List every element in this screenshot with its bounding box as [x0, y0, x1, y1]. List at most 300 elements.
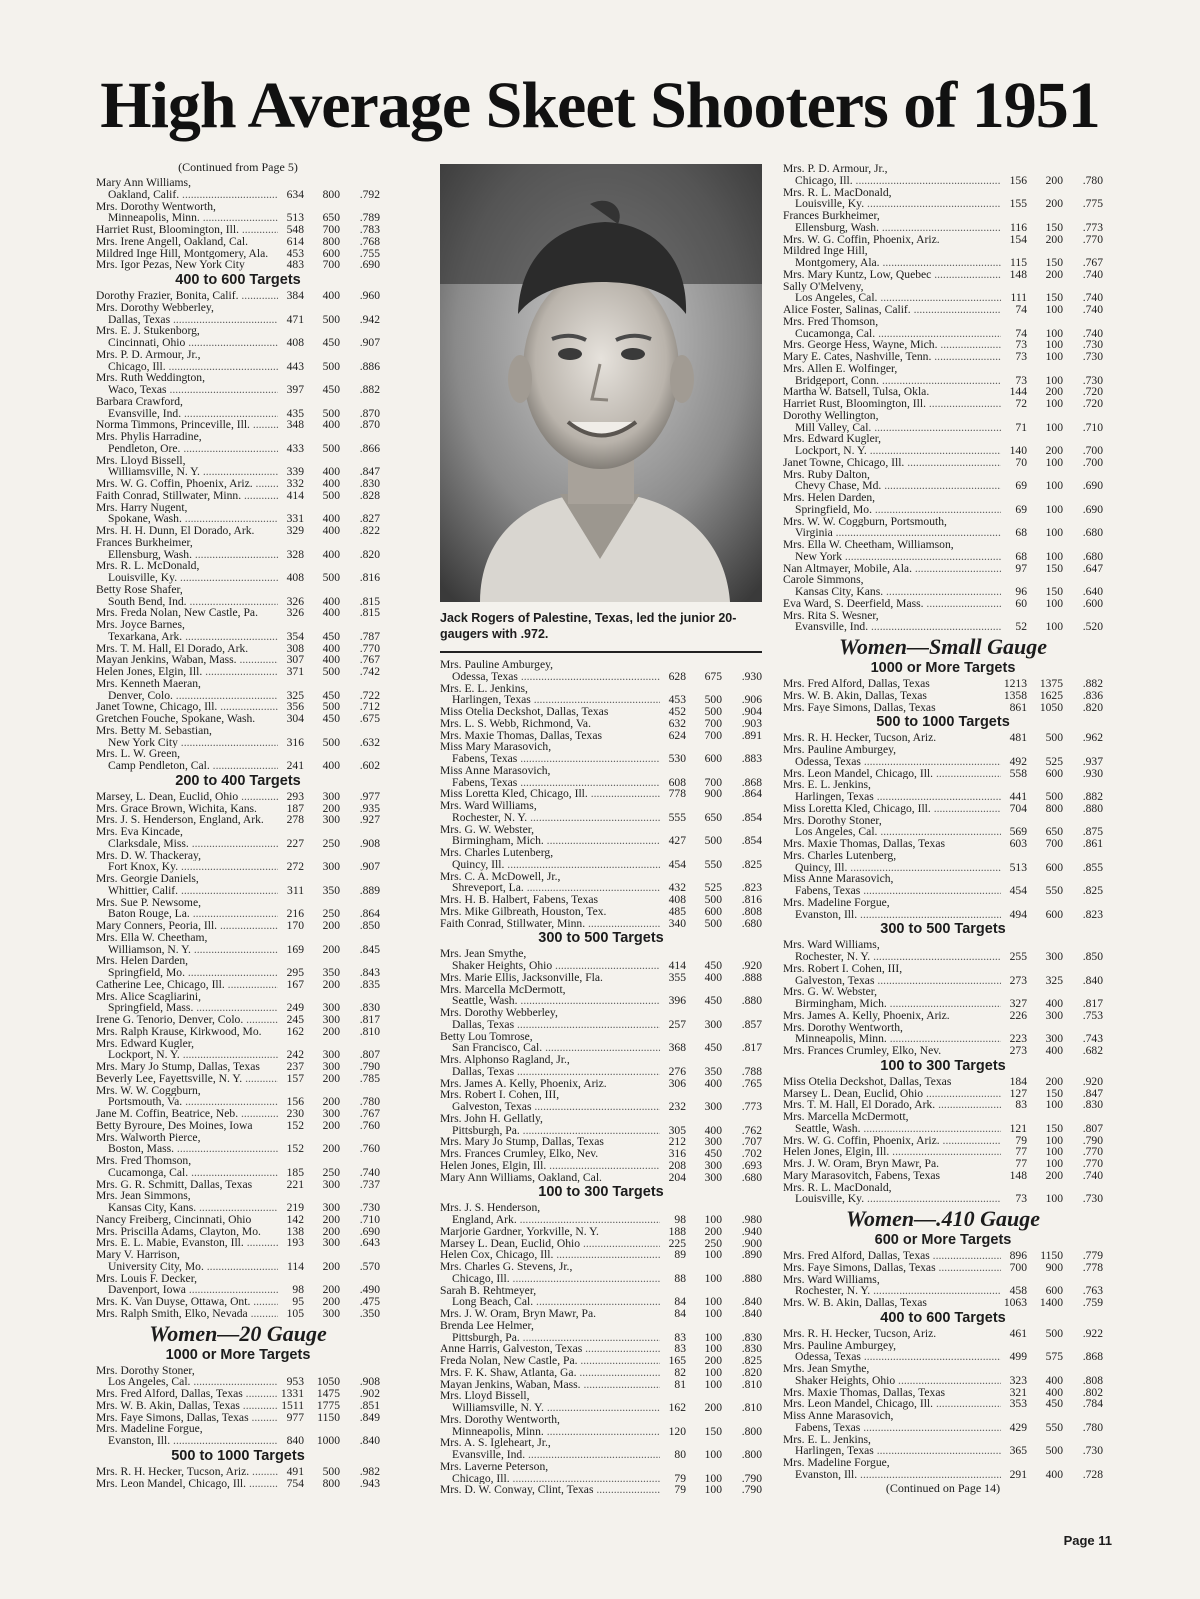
shooter-location: Mrs. R. H. Hecker, Tucson, Ariz. — [783, 1327, 937, 1340]
entry-line — [96, 549, 380, 561]
target-range-heading: 1000 or More Targets — [870, 660, 1016, 676]
targets-shot: 200 — [322, 1142, 340, 1156]
entry-line — [96, 1261, 380, 1273]
shooter-location: Mrs. D. W. Conway, Clint, Texas ..... — [440, 1484, 660, 1496]
entry-line — [96, 189, 380, 201]
shooter-name: Sally O'Melveny, — [783, 280, 864, 293]
targets-shot: 300 — [322, 1201, 340, 1214]
targets-shot: 100 — [1045, 1133, 1063, 1147]
shooter-location: Mrs. Mike Gilbreath, Houston, Tex. — [440, 905, 607, 918]
shooting-average: .740 — [1082, 267, 1103, 281]
targets-broken: 241 — [286, 759, 304, 772]
shooter-location: Odessa, Texas ..... — [440, 671, 660, 683]
shooter-entry — [96, 525, 380, 537]
shooter-location: Mrs. Leon Mandel, Chicago, Ill. ..... — [783, 768, 1001, 780]
shooter-location: Springfield, Mass. ..... — [96, 1002, 278, 1014]
shooting-average: .823 — [741, 881, 762, 895]
targets-shot: 300 — [322, 1177, 340, 1191]
entry-line — [440, 659, 762, 671]
entry-line — [783, 598, 1103, 610]
targets-broken: 193 — [286, 1236, 304, 1250]
shooter-name: Mrs. Louis F. Decker, — [96, 1272, 198, 1285]
targets-shot: 400 — [704, 1123, 722, 1137]
shooter-name: Mrs. P. D. Armour, Jr., — [783, 163, 888, 175]
shooter-name: Mrs. Pauline Amburgey, — [440, 659, 554, 671]
shooter-name: Mrs. Charles Lutenberg, — [440, 847, 554, 859]
entry-line — [96, 1108, 380, 1120]
targets-shot: 500 — [322, 312, 340, 326]
targets-shot: 200 — [322, 801, 340, 815]
entry-line — [96, 1167, 380, 1179]
target-range-heading: 500 to 1000 Targets — [876, 714, 1010, 731]
targets-broken: 458 — [1009, 1284, 1027, 1298]
targets-broken: 249 — [286, 1001, 304, 1015]
shooter-list — [783, 163, 1103, 1481]
shooter-location: Mill Valley, Cal. ..... — [783, 422, 1001, 434]
shooter-location: Mrs. Freda Nolan, New Castle, Pa. — [96, 607, 258, 619]
shooting-average: .843 — [359, 966, 380, 979]
entry-line — [96, 431, 380, 443]
shooter-location: Minneapolis, Minn. ..... — [96, 212, 278, 224]
targets-broken: 170 — [286, 919, 304, 932]
shooter-entry — [440, 1007, 762, 1031]
entry-line — [440, 1226, 762, 1238]
shooter-entry — [783, 281, 1103, 305]
targets-shot: 200 — [322, 1259, 340, 1273]
shooting-average: .710 — [359, 1212, 380, 1226]
shooter-name: Mrs. Fred Thomson, — [783, 315, 879, 328]
entry-line — [783, 1111, 1103, 1123]
targets-broken: 305 — [668, 1123, 686, 1137]
targets-shot: 100 — [704, 1448, 722, 1461]
shooter-location: Mrs. Irene Angell, Oakland, Cal. — [96, 235, 248, 248]
targets-shot: 700 — [322, 258, 340, 272]
shooter-location: Miss Loretta Kled, Chicago, Ill. ..... — [783, 803, 1001, 815]
targets-broken: 326 — [286, 594, 304, 608]
targets-shot: 500 — [322, 359, 340, 373]
shooter-entry — [783, 1363, 1103, 1387]
targets-broken: 68 — [1015, 526, 1027, 540]
shooter-location: Mrs. G. R. Schmitt, Dallas, Texas — [96, 1178, 253, 1191]
shooter-name: Betty Lou Tomrose, — [440, 1030, 533, 1043]
shooter-entry — [96, 713, 380, 725]
targets-broken: 80 — [674, 1448, 686, 1461]
targets-broken: 79 — [674, 1471, 686, 1485]
shooter-location: Dallas, Texas ..... — [96, 314, 278, 326]
shooter-location: Marjorie Gardner, Yorkville, N. Y. — [440, 1225, 599, 1238]
shooter-location: Miss Otelia Deckshot, Dallas, Texas — [440, 706, 609, 718]
targets-broken: 453 — [668, 693, 686, 707]
shooting-average: .883 — [741, 752, 762, 765]
entry-line — [96, 760, 380, 772]
targets-broken: 311 — [287, 883, 304, 897]
shooter-location: Whittier, Calif. ..... — [96, 885, 278, 897]
targets-broken: 840 — [286, 1434, 304, 1447]
shooter-name: Betty Rose Shafer, — [96, 583, 183, 596]
targets-broken: 332 — [286, 477, 304, 490]
targets-broken: 414 — [286, 488, 304, 502]
entry-line — [440, 1367, 762, 1379]
targets-shot: 1050 — [1039, 700, 1063, 714]
targets-broken: 74 — [1015, 326, 1027, 340]
targets-shot: 300 — [704, 1017, 722, 1031]
shooter-location: Chicago, Ill. ..... — [783, 175, 1001, 187]
shooter-location: Norma Timmons, Princeville, Ill. ..... — [96, 419, 278, 431]
shooter-entry — [96, 1061, 380, 1073]
shooter-entry — [440, 659, 762, 683]
shooting-average: .820 — [359, 547, 380, 561]
shooting-average: .737 — [359, 1177, 380, 1191]
page-number: Page 11 — [1063, 1533, 1112, 1548]
shooting-average: .778 — [1082, 1260, 1103, 1274]
targets-shot: 150 — [1045, 256, 1063, 269]
targets-broken: 513 — [1009, 860, 1027, 874]
targets-shot: 800 — [322, 234, 340, 248]
entry-line — [440, 1273, 762, 1285]
shooter-location: Texarkana, Ark. ..... — [96, 631, 278, 643]
targets-broken: 73 — [1015, 350, 1027, 363]
targets-broken: 140 — [1009, 444, 1027, 457]
shooter-entry — [96, 920, 380, 932]
entry-line — [440, 1078, 762, 1090]
shooter-entry — [96, 1214, 380, 1226]
entry-line — [440, 1320, 762, 1332]
shooting-average: .789 — [359, 211, 380, 225]
entry-line — [783, 1158, 1103, 1170]
entry-line — [783, 257, 1103, 269]
shooting-average: .790 — [1082, 1133, 1103, 1147]
shooter-name: Mrs. Robert I. Cohen, III, — [440, 1089, 560, 1101]
shooter-entry — [440, 1461, 762, 1485]
entry-line — [96, 302, 380, 314]
targets-broken: 325 — [286, 688, 304, 702]
targets-broken: 138 — [286, 1224, 304, 1238]
targets-broken: 114 — [287, 1259, 304, 1273]
shooter-entry — [783, 433, 1103, 457]
shooter-name: Mrs. Madeline Forgue, — [783, 1457, 890, 1469]
shooter-name: Mrs. G. W. Webster, — [783, 986, 878, 998]
shooter-entry — [440, 706, 762, 718]
entry-line — [440, 1449, 762, 1461]
shooting-average: .836 — [1082, 688, 1103, 702]
shooter-location: Mrs. R. H. Hecker, Tucson, Ariz. ..... — [96, 1466, 278, 1478]
targets-shot: 200 — [322, 1224, 340, 1238]
shooter-location: Helen Jones, Elgin, Ill. ..... — [440, 1160, 660, 1172]
shooting-average: .475 — [359, 1295, 380, 1308]
shooter-location: Janet Towne, Chicago, Ill. ..... — [783, 457, 1001, 469]
shooting-average: .962 — [1082, 731, 1103, 745]
targets-shot: 100 — [1045, 549, 1063, 563]
entry-line — [783, 850, 1103, 862]
shooter-location: Shreveport, La. ..... — [440, 882, 660, 894]
targets-shot: 400 — [704, 970, 722, 984]
shooter-entry — [440, 1414, 762, 1438]
entry-line — [783, 1250, 1103, 1262]
shooting-average: .788 — [741, 1064, 762, 1078]
targets-shot: 400 — [322, 418, 340, 432]
shooter-entry — [783, 1398, 1103, 1410]
shooting-average: .920 — [741, 959, 762, 972]
shooter-location: Portsmouth, Va. ..... — [96, 1096, 278, 1108]
targets-broken: 232 — [668, 1100, 686, 1113]
shooter-location: Evanston, Ill. ..... — [96, 1435, 278, 1447]
targets-shot: 550 — [1045, 1420, 1063, 1434]
shooter-location: Minneapolis, Minn. ..... — [783, 1033, 1001, 1045]
shooter-entry — [783, 702, 1103, 714]
entry-line — [440, 1261, 762, 1273]
shooter-location: Mayan Jenkins, Waban, Mass. ..... — [440, 1379, 660, 1391]
shooting-average: .815 — [359, 594, 380, 608]
shooting-average: .840 — [741, 1295, 762, 1309]
shooter-entry — [783, 316, 1103, 340]
entry-line — [96, 737, 380, 749]
shooter-entry — [96, 1108, 380, 1120]
entry-line — [96, 290, 380, 302]
targets-shot: 500 — [704, 693, 722, 707]
shooting-average: .882 — [359, 383, 380, 396]
shooting-average: .802 — [1082, 1385, 1103, 1399]
shooter-location: Long Beach, Cal. ..... — [440, 1296, 660, 1308]
shooter-name: Mrs. Alice Scagliarini, — [96, 990, 201, 1003]
shooter-entry — [440, 1437, 762, 1461]
entry-line — [783, 791, 1103, 803]
shooting-average: .927 — [359, 813, 380, 827]
targets-broken: 293 — [286, 789, 304, 803]
shooting-average: .817 — [359, 1013, 380, 1026]
shooter-location: Mrs. Igor Pezas, New York City — [96, 259, 245, 271]
shooter-entry — [783, 457, 1103, 469]
shooter-location: Eva Ward, S. Deerfield, Mass. ..... — [783, 598, 1001, 610]
targets-shot: 200 — [322, 977, 340, 991]
targets-broken: 365 — [1009, 1444, 1027, 1458]
targets-broken: 208 — [668, 1158, 686, 1172]
entry-line — [440, 1007, 762, 1019]
entry-line — [783, 504, 1103, 516]
shooter-location: Harlingen, Texas ..... — [440, 694, 660, 706]
targets-shot: 150 — [1045, 1121, 1063, 1135]
shooting-average: .937 — [1082, 754, 1103, 768]
targets-broken: 79 — [674, 1483, 686, 1497]
shooter-entry — [96, 619, 380, 643]
shooter-entry — [783, 1022, 1103, 1046]
shooter-location: Rochester, N. Y. ..... — [783, 951, 1001, 963]
shooter-entry — [96, 873, 380, 897]
shooting-average: .891 — [741, 728, 762, 742]
shooter-name: Mrs. Ella W. Cheetham, — [96, 931, 208, 944]
entry-line — [96, 337, 380, 349]
shooter-name: Mrs. Kenneth Maeran, — [96, 677, 201, 690]
targets-shot: 450 — [322, 336, 340, 349]
targets-shot: 300 — [704, 1158, 722, 1172]
shooter-name: Mrs. E. L. Jenkins, — [783, 779, 871, 791]
shooting-average: .888 — [741, 970, 762, 984]
shooting-average: .822 — [359, 524, 380, 537]
targets-shot: 525 — [704, 881, 722, 895]
targets-shot: 500 — [322, 571, 340, 584]
shooting-average: .823 — [1082, 907, 1103, 921]
entry-line — [96, 873, 380, 885]
shooter-entry — [783, 1262, 1103, 1274]
shooter-location: England, Ark. ..... — [440, 1214, 660, 1226]
entry-line — [96, 1120, 380, 1132]
shooting-average: .763 — [1082, 1284, 1103, 1298]
targets-shot: 400 — [1045, 997, 1063, 1010]
shooter-entry — [96, 1120, 380, 1132]
shooting-average: .770 — [1082, 1145, 1103, 1159]
shooter-location: University City, Mo. ..... — [96, 1261, 278, 1273]
shooter-entry — [783, 1182, 1103, 1206]
shooter-location: Helen Jones, Elgin, Ill. ..... — [96, 666, 278, 678]
entry-line — [783, 457, 1103, 469]
targets-broken: 77 — [1015, 1145, 1027, 1159]
shooting-average: .817 — [741, 1041, 762, 1055]
shooter-entry — [96, 897, 380, 921]
shooting-average: .490 — [359, 1283, 380, 1297]
target-range-heading: 400 to 600 Targets — [880, 1309, 1006, 1326]
shooter-name: Mrs. Madeline Forgue, — [783, 896, 890, 909]
shooting-average: .570 — [359, 1259, 380, 1273]
shooting-average: .857 — [741, 1017, 762, 1031]
shooter-entry — [96, 678, 380, 702]
targets-shot: 400 — [322, 653, 340, 667]
shooter-entry — [96, 1026, 380, 1038]
entry-line — [440, 730, 762, 742]
targets-shot: 300 — [322, 789, 340, 803]
shooting-average: .767 — [359, 653, 380, 667]
entry-line — [96, 1296, 380, 1308]
targets-broken: 443 — [286, 359, 304, 373]
targets-shot: 100 — [704, 1342, 722, 1356]
targets-broken: 355 — [668, 970, 686, 984]
shooting-average: .902 — [359, 1387, 380, 1400]
shooter-entry — [783, 897, 1103, 921]
entry-line — [783, 1469, 1103, 1481]
shooter-location: Lockport, N. Y. ..... — [783, 445, 1001, 457]
entry-line — [783, 445, 1103, 457]
targets-broken: 216 — [286, 907, 304, 921]
shooter-location: Mrs. James A. Kelly, Phoenix, Ariz. — [440, 1077, 607, 1090]
entry-line — [440, 1426, 762, 1438]
targets-shot: 400 — [322, 594, 340, 608]
shooter-name: Mrs. L. W. Green, — [96, 748, 181, 760]
shooter-location: New York City ..... — [96, 737, 278, 749]
targets-shot: 200 — [704, 1224, 722, 1238]
entry-line — [783, 1099, 1103, 1111]
shooting-average: .740 — [1082, 291, 1103, 305]
shooter-location: Mrs. W. B. Akin, Dallas, Texas ..... — [96, 1400, 278, 1412]
shooting-average: .770 — [359, 641, 380, 655]
shooter-name: Mrs. Jean Smythe, — [440, 948, 527, 960]
entry-line — [783, 363, 1103, 375]
shooter-name: Mrs. Dorothy Wentworth, — [783, 1021, 903, 1034]
targets-shot: 400 — [322, 477, 340, 490]
shooter-location: Miss Loretta Kled, Chicago, Ill. ..... — [440, 788, 660, 800]
shooting-average: .810 — [741, 1377, 762, 1391]
targets-shot: 300 — [1045, 950, 1063, 963]
shooting-average: .810 — [741, 1401, 762, 1414]
shooter-location: Kansas City, Kans. ..... — [96, 1202, 278, 1214]
shooting-average: .868 — [741, 775, 762, 789]
targets-shot: 100 — [1045, 1145, 1063, 1159]
shooter-entry — [783, 1250, 1103, 1262]
entry-line — [96, 1202, 380, 1214]
targets-broken: 408 — [668, 893, 686, 906]
targets-shot: 575 — [1045, 1350, 1063, 1364]
shooter-name: Mrs. A. S. Igleheart, Jr., — [440, 1437, 551, 1449]
targets-broken: 156 — [1009, 173, 1027, 187]
shooter-entry — [783, 939, 1103, 963]
entry-line — [440, 671, 762, 683]
targets-broken: 142 — [286, 1212, 304, 1226]
targets-shot: 150 — [1045, 585, 1063, 598]
shooter-location: Anne Harris, Galveston, Texas ..... — [440, 1343, 660, 1355]
shooting-average: .864 — [741, 787, 762, 801]
shooter-entry — [96, 259, 380, 271]
targets-broken: 69 — [1015, 502, 1027, 516]
shooter-name: Mrs. Marcella McDermott, — [440, 983, 566, 996]
target-range-heading: 200 to 400 Targets — [175, 772, 301, 789]
entry-line — [96, 1400, 380, 1412]
shooting-average: .767 — [359, 1107, 380, 1120]
shooter-entry — [783, 469, 1103, 493]
entry-line — [783, 1123, 1103, 1135]
shooting-average: .690 — [1082, 479, 1103, 493]
shooting-average: .742 — [359, 665, 380, 678]
shooter-location: Lockport, N. Y. ..... — [96, 1049, 278, 1061]
entry-line — [440, 918, 762, 930]
shooter-name: Frances Burkheimer, — [783, 210, 880, 222]
shooter-location: Fabens, Texas ..... — [783, 885, 1001, 897]
shooter-name: Miss Mary Marasovich, — [440, 741, 552, 753]
entry-line — [440, 1308, 762, 1320]
entry-line — [96, 1155, 380, 1167]
shooting-average: .807 — [359, 1048, 380, 1062]
targets-broken: 257 — [668, 1017, 686, 1031]
shooter-name: Mrs. E. L. Jenkins, — [783, 1433, 871, 1446]
shooter-name: Mrs. Helen Darden, — [783, 492, 876, 504]
shooter-entry — [783, 398, 1103, 410]
targets-shot: 500 — [1045, 1326, 1063, 1340]
entry-line — [783, 492, 1103, 504]
targets-shot: 400 — [322, 465, 340, 479]
targets-shot: 450 — [322, 688, 340, 702]
targets-broken: 483 — [286, 258, 304, 272]
shooter-location: Evansville, Ind. ..... — [783, 621, 1001, 633]
targets-shot: 600 — [322, 246, 340, 260]
targets-broken: 72 — [1015, 397, 1027, 410]
targets-shot: 550 — [704, 857, 722, 871]
targets-broken: 105 — [286, 1306, 304, 1320]
shooting-average: .773 — [1082, 220, 1103, 234]
shooting-average: .855 — [1082, 860, 1103, 874]
targets-shot: 200 — [322, 919, 340, 932]
column-left — [96, 160, 380, 1489]
targets-broken: 491 — [286, 1464, 304, 1478]
shooting-average: .767 — [1082, 256, 1103, 269]
entry-line — [783, 1193, 1103, 1205]
shooter-name: Mrs. D. W. Thackeray, — [96, 849, 201, 862]
target-range-heading: 100 to 300 Targets — [538, 1184, 664, 1201]
shooter-entry — [440, 1089, 762, 1113]
entry-line — [96, 861, 380, 873]
targets-broken: 98 — [292, 1283, 304, 1297]
targets-broken: 237 — [286, 1060, 304, 1073]
shooting-average: .760 — [359, 1142, 380, 1156]
shooting-average: .779 — [1082, 1249, 1103, 1262]
shooter-name: Mrs. Marcella McDermott, — [783, 1111, 909, 1123]
shooter-location: Fabens, Texas ..... — [440, 753, 660, 765]
shooter-location: Ellensburg, Wash. ..... — [783, 222, 1001, 234]
